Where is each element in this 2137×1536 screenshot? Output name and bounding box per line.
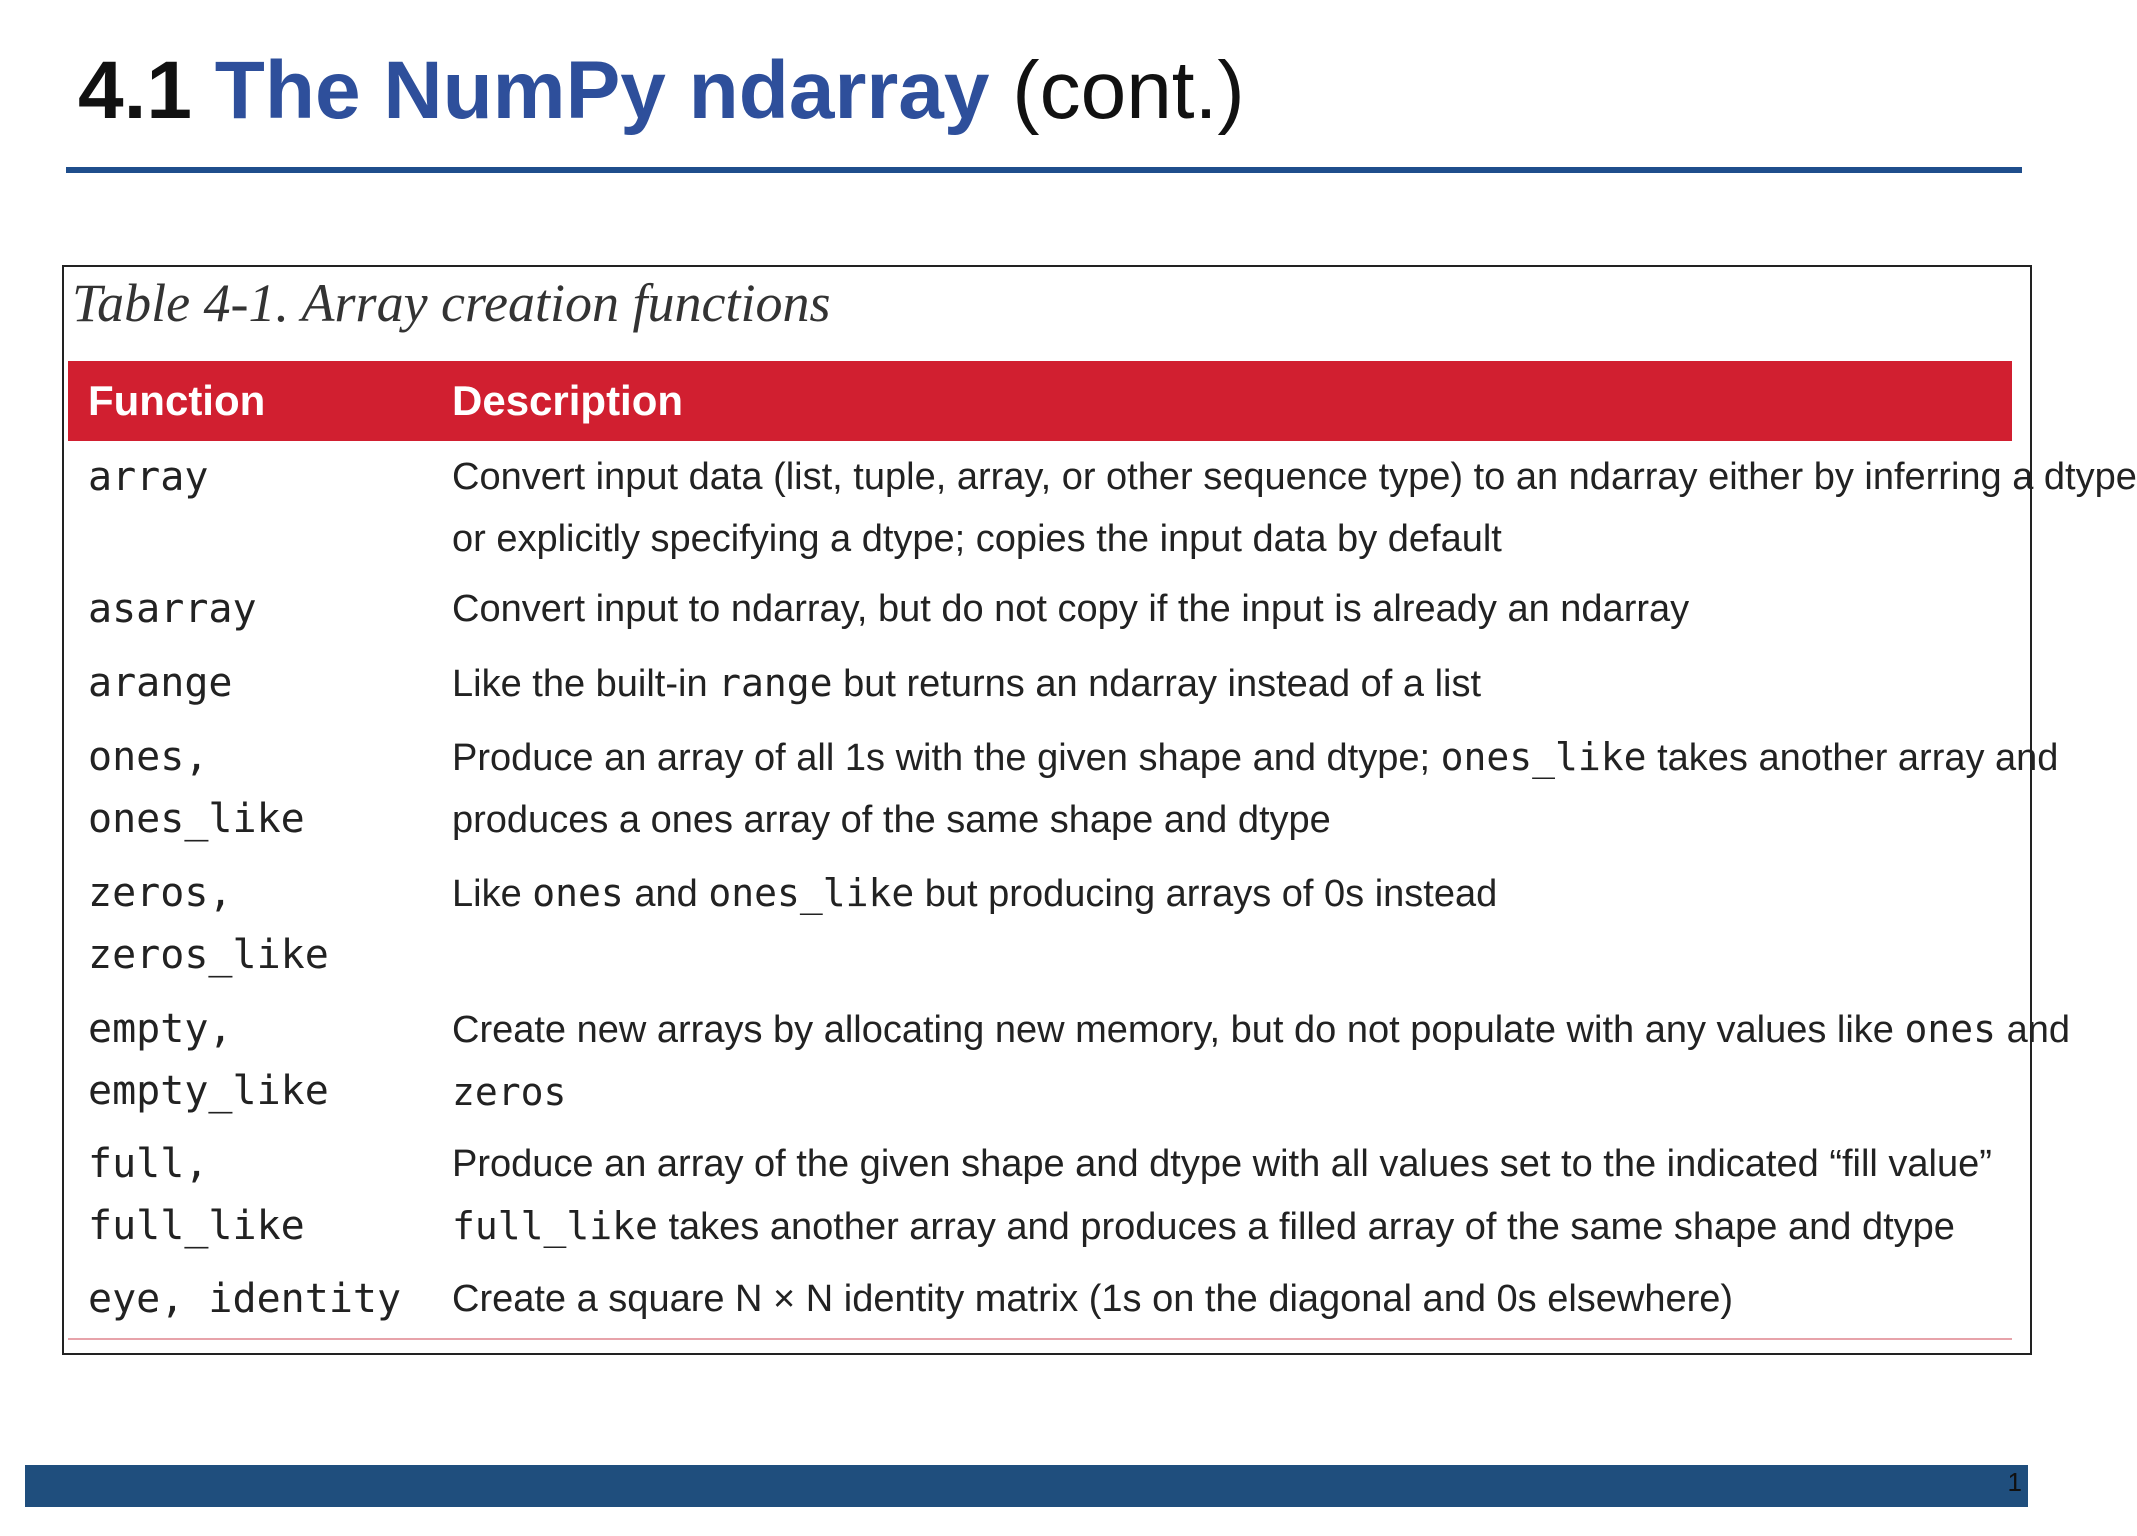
description-line: or explicitly specifying a dtype; copies the input data by default [452, 518, 1502, 560]
description-cell-ones [452, 726, 2058, 851]
description-cell-empty [452, 998, 2070, 1124]
column-header-function: Function [88, 377, 266, 424]
column-header-description: Description [452, 377, 684, 424]
description-text: takes another array and produces a filled array of the same shape and dtype [657, 1206, 1955, 1248]
inline-code: zeros [452, 1070, 567, 1114]
description-text: Create new arrays by allocating new memory, but do not populate with any values like [452, 1009, 1905, 1051]
function-name: ones, [88, 734, 209, 780]
table-header-row [68, 361, 2012, 441]
function-name: asarray [88, 586, 257, 632]
description-text: and [1996, 1009, 2070, 1051]
function-cell-arange [88, 652, 233, 714]
description-text: but returns an ndarray instead of a list [832, 663, 1482, 705]
inline-code: ones [532, 871, 624, 915]
description-cell-eye-identity [452, 1268, 1733, 1330]
function-name: zeros, [88, 870, 233, 916]
function-cell-ones [88, 726, 305, 850]
description-line [452, 726, 2058, 789]
function-name: empty_like [88, 1068, 329, 1114]
function-cell-asarray [88, 578, 257, 640]
inline-code: ones_like [1440, 735, 1647, 779]
function-name: array [88, 454, 209, 500]
description-cell-asarray [452, 578, 1689, 640]
slide-title [78, 36, 1245, 146]
description-line [452, 1061, 2070, 1124]
description-line: Convert input data (list, tuple, array, or other sequence type) to an ndarray either by inferring a dtype [452, 456, 2137, 498]
inline-code: range [718, 661, 833, 705]
function-name: full_like [88, 1203, 305, 1249]
description-line: produces a ones array of the same shape and dtype [452, 799, 1331, 841]
section-number: 4.1 [78, 45, 192, 136]
description-cell-array [452, 446, 2137, 570]
table-caption: Table 4-1. Array creation functions [72, 273, 831, 333]
function-cell-array [88, 446, 208, 508]
description-cell-full [452, 1133, 1992, 1258]
inline-code: ones [1904, 1007, 1997, 1051]
title-suffix: (cont.) [1012, 45, 1245, 136]
description-line: Create a square N × N identity matrix (1s on the diagonal and 0s elsewhere) [452, 1278, 1734, 1320]
description-text: Produce an array of all 1s with the given shape and dtype; [452, 737, 1441, 779]
description-line [452, 998, 2070, 1061]
function-name: ones_like [88, 796, 305, 842]
description-text: Like the built-in [452, 663, 719, 705]
function-name: eye, identity [88, 1276, 402, 1322]
description-line [452, 1195, 1992, 1258]
description-text: and [623, 873, 709, 915]
function-name: zeros_like [88, 932, 329, 978]
title-divider [66, 167, 2022, 173]
function-name: empty, [88, 1006, 233, 1052]
description-line: Produce an array of the given shape and dtype with all values set to the indicated “fill value” [452, 1143, 1992, 1185]
inline-code: ones_like [708, 871, 915, 915]
description-text: takes another array and [1646, 737, 2059, 779]
description-text: but producing arrays of 0s instead [914, 873, 1498, 915]
function-cell-eye-identity [88, 1268, 401, 1330]
function-cell-zeros [88, 862, 329, 986]
description-cell-zeros [452, 862, 1497, 925]
function-name: full, [88, 1141, 209, 1187]
description-text: Like [452, 873, 533, 915]
function-cell-full [88, 1133, 305, 1257]
footer-bar [25, 1465, 2028, 1507]
table-bottom-rule [68, 1338, 2012, 1340]
title-main: The NumPy ndarray [214, 45, 990, 136]
page-number: 1 [2007, 1467, 2022, 1497]
inline-code: full_like [452, 1204, 658, 1248]
function-cell-empty [88, 998, 329, 1122]
description-cell-arange [452, 652, 1481, 715]
function-name: arange [88, 660, 233, 706]
description-line: Convert input to ndarray, but do not copy if the input is already an ndarray [452, 588, 1690, 630]
